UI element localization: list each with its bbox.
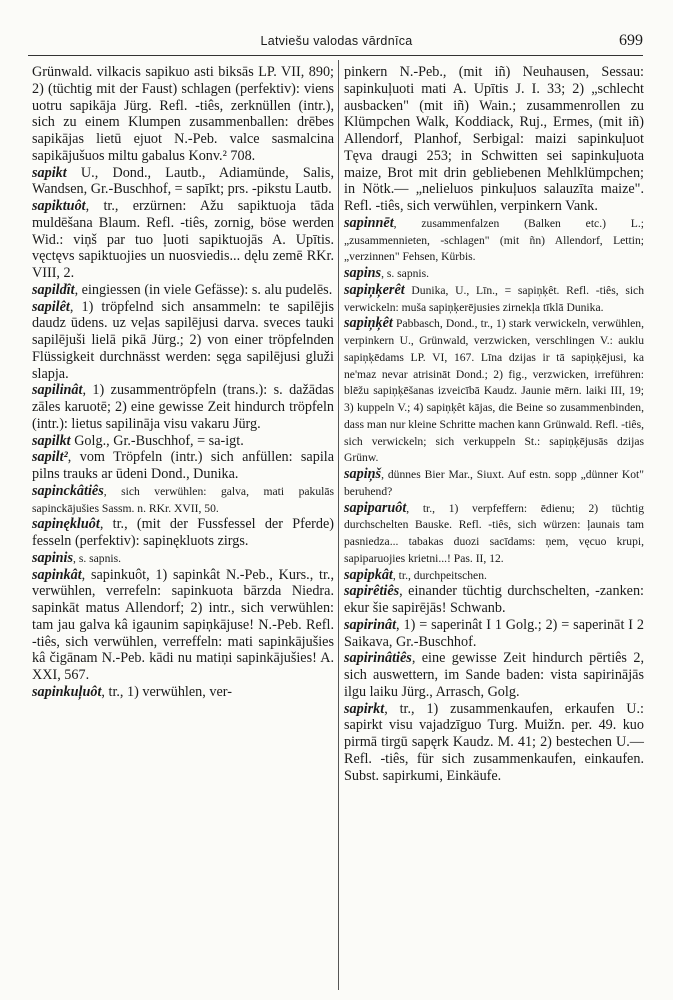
entry bbox=[32, 64, 334, 165]
headword: sapipkât bbox=[344, 566, 393, 583]
entry-text: , tr., 1) zusammenkaufen, erkaufen U.: sapirkt visu vajadzīguo Turg. Muižn. per. 49. kuo pirmā tirgū sapęrk Kaudz. M. 41; 2) bestechen U.— Refl. -tiês, für sich zusammenkaufen, einkaufen. Subst. sapirkumi, Einkäufe. bbox=[344, 700, 644, 784]
headword: sapilêt bbox=[32, 298, 70, 315]
entry bbox=[32, 550, 334, 567]
entry-text: , zusammenfalzen (Balken etc.) L.; „zusammennieten, -schlagen" (mit ñn) Allendorf, Lettin; „verzinnen" Fehsen, Kürbis. bbox=[344, 216, 644, 264]
entry-text: , vom Tröpfeln (intr.) sich anfüllen: sapila pilns trauks ar ūdeni Dond., Dunika. bbox=[32, 449, 334, 482]
headword: sapilkt bbox=[32, 432, 71, 449]
entry bbox=[344, 583, 644, 617]
right-column bbox=[344, 64, 644, 784]
entry bbox=[344, 500, 644, 567]
headword: sapikt bbox=[32, 164, 67, 181]
headword: sapins bbox=[344, 265, 382, 281]
entry bbox=[344, 64, 644, 215]
entry bbox=[32, 382, 334, 432]
entry bbox=[344, 215, 644, 265]
entry-text: pinkern N.-Peb., (mit iñ) Neuhausen, Sessau: sapinkuļuoti mati A. Upītis J. I. 33; 2) „schlecht ausbacken" (mit iñ) Wain.; zusammenrollen zu Klümpchen Walk, Koddiack, Ruj., Ermes, (mit iñ) Allendorf, Planhof, Serbigal: maizi sapinkuļuot Tęva draugi 253; in Schwitten sei sapinkuļuota maize, Brot mit drin gebliebenen Mehlklümpchen; in Nötk.— „nelieluos pinkuļuos salauzīta maize". Refl. -tiês, sich verwühlen, verpinkern Vank. bbox=[344, 64, 644, 214]
entry bbox=[32, 483, 334, 517]
headword: sapirinâtiês bbox=[344, 650, 412, 667]
entry-text: , sich verwühlen: galva, mati pakulās sapinckājušies Sassm. n. RKr. XVII, 50. bbox=[32, 484, 334, 515]
entry bbox=[32, 684, 334, 701]
column-divider bbox=[338, 60, 339, 990]
entry-text: , tr., durchpeitschen. bbox=[392, 568, 487, 582]
headword: sapiparuôt bbox=[344, 499, 407, 516]
entry-text: , tr., 1) verpfeffern: ēdienu; 2) tüchtig durchschelten Bauske. Refl. -tiês, sich würzen: ļaunais tam pasniedza... tabakas duozi sacīdams: ņem, vęcuo krupi, sapiparuojies krietni...! Pas. II, 12. bbox=[344, 501, 644, 565]
entry-text: , s. sapnis. bbox=[73, 551, 122, 565]
headword: sapiņķêt bbox=[344, 315, 393, 332]
header-rule bbox=[28, 55, 643, 56]
page-header bbox=[0, 34, 673, 54]
headword: sapilt² bbox=[32, 449, 68, 466]
entry bbox=[344, 617, 644, 651]
entry-text: Golg., Gr.-Buschhof, = sa-igt. bbox=[70, 432, 244, 449]
entry-text: , 1) = saperinât I 1 Golg.; 2) = saperināt I 2 Saikava, Gr.-Buschhof. bbox=[344, 616, 644, 650]
entry-text: , tr., (mit der Fussfessel der Pferde) fesseln (perfektiv): sapinękluots zirgs. bbox=[32, 516, 334, 549]
headword: sapinckâtiês bbox=[32, 482, 104, 499]
entry bbox=[32, 282, 334, 299]
entry-text: Pabbasch, Dond., tr., 1) stark verwickeln, verwühlen, verpinkern U., Grünwald, verzwicken, verschlingen V.: auklu sapiņķēdams LP. VI, 167. Līna dzijas ir tā sapiņķējusi, ka ne'maz nevar atrisināt Dond.; 2) fig., verzwicken, irreführen: blēžu sapiņķēšanas izveicībā Kaudz. Jaunie mērn. laiki III, 19; 3) kuppeln V.; 4) sapiņķêt kājas, die Beine so zusammenbinden, dass man nur kleine Schritte machen kann Grünwald. Refl. -tiês, sich verwickeln; sich verkuppeln St.: sapiņķējusās dzijas Grünw. bbox=[344, 317, 644, 465]
headword: sapiktuôt bbox=[32, 198, 86, 214]
entry-text: , eine gewisse Zeit hindurch pērtiês 2, sich auswettern, im Sande baden: vista sapirinājās ilgu laiku Jürg., Arrasch, Golg. bbox=[344, 650, 644, 700]
entry bbox=[32, 433, 334, 450]
headword: sapirkt bbox=[344, 700, 385, 717]
entry-text: , sapinkuôt, 1) sapinkât N.-Peb., Kurs., tr., verwühlen, verrefeln: sapinkuota bārzda Niedra. sapinkāt matus Allendorf; 2) intr., sich verwühlen: tam jau galva kâ igaunim sapiņkājuse! N.-Peb. Refl. -tiês, sich verwühlen, verreffeln: mati sapinkājušies kâ čigānam N.-Peb. kādi nu matiņi sapinkājušies! A. XXI, 567. bbox=[32, 566, 334, 683]
left-column bbox=[32, 64, 334, 701]
page-number: 699 bbox=[619, 32, 643, 49]
headword: sapildît bbox=[32, 281, 75, 298]
headword: sapirinât bbox=[344, 616, 397, 633]
headword: sapinkât bbox=[32, 566, 82, 583]
entry bbox=[344, 315, 644, 466]
entry bbox=[344, 650, 644, 700]
entry-text: , 1) tröpfelnd sich ansammeln: te sapilējis daudz ūdens. uz veļas sapilējusi darva. sveces tauki sapilējuši lielā pikā Jürg.; 2) von einer tröpfelnden Flüssigkeit durchnässt werden: sęga sapilējusi gluži slapja. bbox=[32, 298, 334, 382]
headword: sapilinât bbox=[32, 382, 83, 399]
entry bbox=[344, 282, 644, 316]
running-title: Latviešu valodas vārdnīca bbox=[260, 34, 413, 48]
entry-text: Grünwald. vilkacis sapikuo asti biksās LP. VII, 890; 2) (tüchtig mit der Faust) schlagen (perfektiv): viens uotru sapikāja Jürg. Refl. -tiês, zerknüllen (intr.), sich zu einem Klumpen zusammenballen: drēbes sapikājas lietū ejuot N.-Peb. valce sasmalcina sapikājušuos miltu gabalus Konv.² 708. bbox=[32, 64, 334, 164]
entry bbox=[32, 567, 334, 684]
entry bbox=[32, 449, 334, 483]
entry-text: , einander tüchtig durchschelten, -zanken: ekur šie sapirējās! Schwanb. bbox=[344, 583, 644, 616]
headword: sapinękluôt bbox=[32, 516, 100, 533]
headword: sapiņķerêt bbox=[344, 281, 405, 298]
entry bbox=[32, 516, 334, 550]
entry-text: Dunika, U., Līn., = sapiņķêt. Refl. -tiês, sich verwickeln: muša sapiņķerējusies zirnekļa tīklā Dunika. bbox=[344, 283, 644, 314]
entry-text: , dünnes Bier Mar., Siuxt. Auf estn. sopp „dünner Kot" beruhend? bbox=[344, 468, 644, 498]
entry bbox=[32, 198, 334, 282]
entry bbox=[32, 165, 334, 199]
entry bbox=[344, 466, 644, 500]
entry-text: , eingiessen (in viele Gefässe): s. alu pudelēs. bbox=[74, 281, 333, 298]
entry-text: , s. sapnis. bbox=[381, 267, 430, 280]
entry-text: , tr., 1) verwühlen, ver- bbox=[101, 683, 232, 700]
headword: sapirêtiês bbox=[344, 583, 400, 600]
entry bbox=[344, 567, 644, 584]
headword: sapinis bbox=[32, 549, 74, 566]
entry bbox=[344, 265, 644, 282]
headword: sapinnēt bbox=[344, 214, 394, 231]
headword: sapiņš bbox=[344, 466, 382, 482]
headword: sapinkuļuôt bbox=[32, 683, 102, 700]
entry bbox=[32, 299, 334, 383]
entry-text: , tr., erzürnen: Ažu sapiktuoja tāda muldēšana Blaum. Refl. -tiês, zornig, böse werden Wid.: viņš par tuo ļuoti sapiktuojās A. Upītis. vęctęvs sapiktuojies un nuosviedis... dęlu zemē RKr. VIII, 2. bbox=[32, 198, 334, 281]
entry-text: , 1) zusammentröpfeln (trans.): s. dažādas zāles karuotē; 2) eine gewisse Zeit hindurch tröpfeln (intr.): lietus sapilināja visu vakaru Jürg. bbox=[32, 382, 334, 432]
entry bbox=[344, 701, 644, 785]
entry-text: U., Dond., Lautb., Adiamünde, Salis, Wandsen, Gr.-Buschhof, = sapīkt; prs. -pikstu Lautb. bbox=[32, 164, 334, 198]
